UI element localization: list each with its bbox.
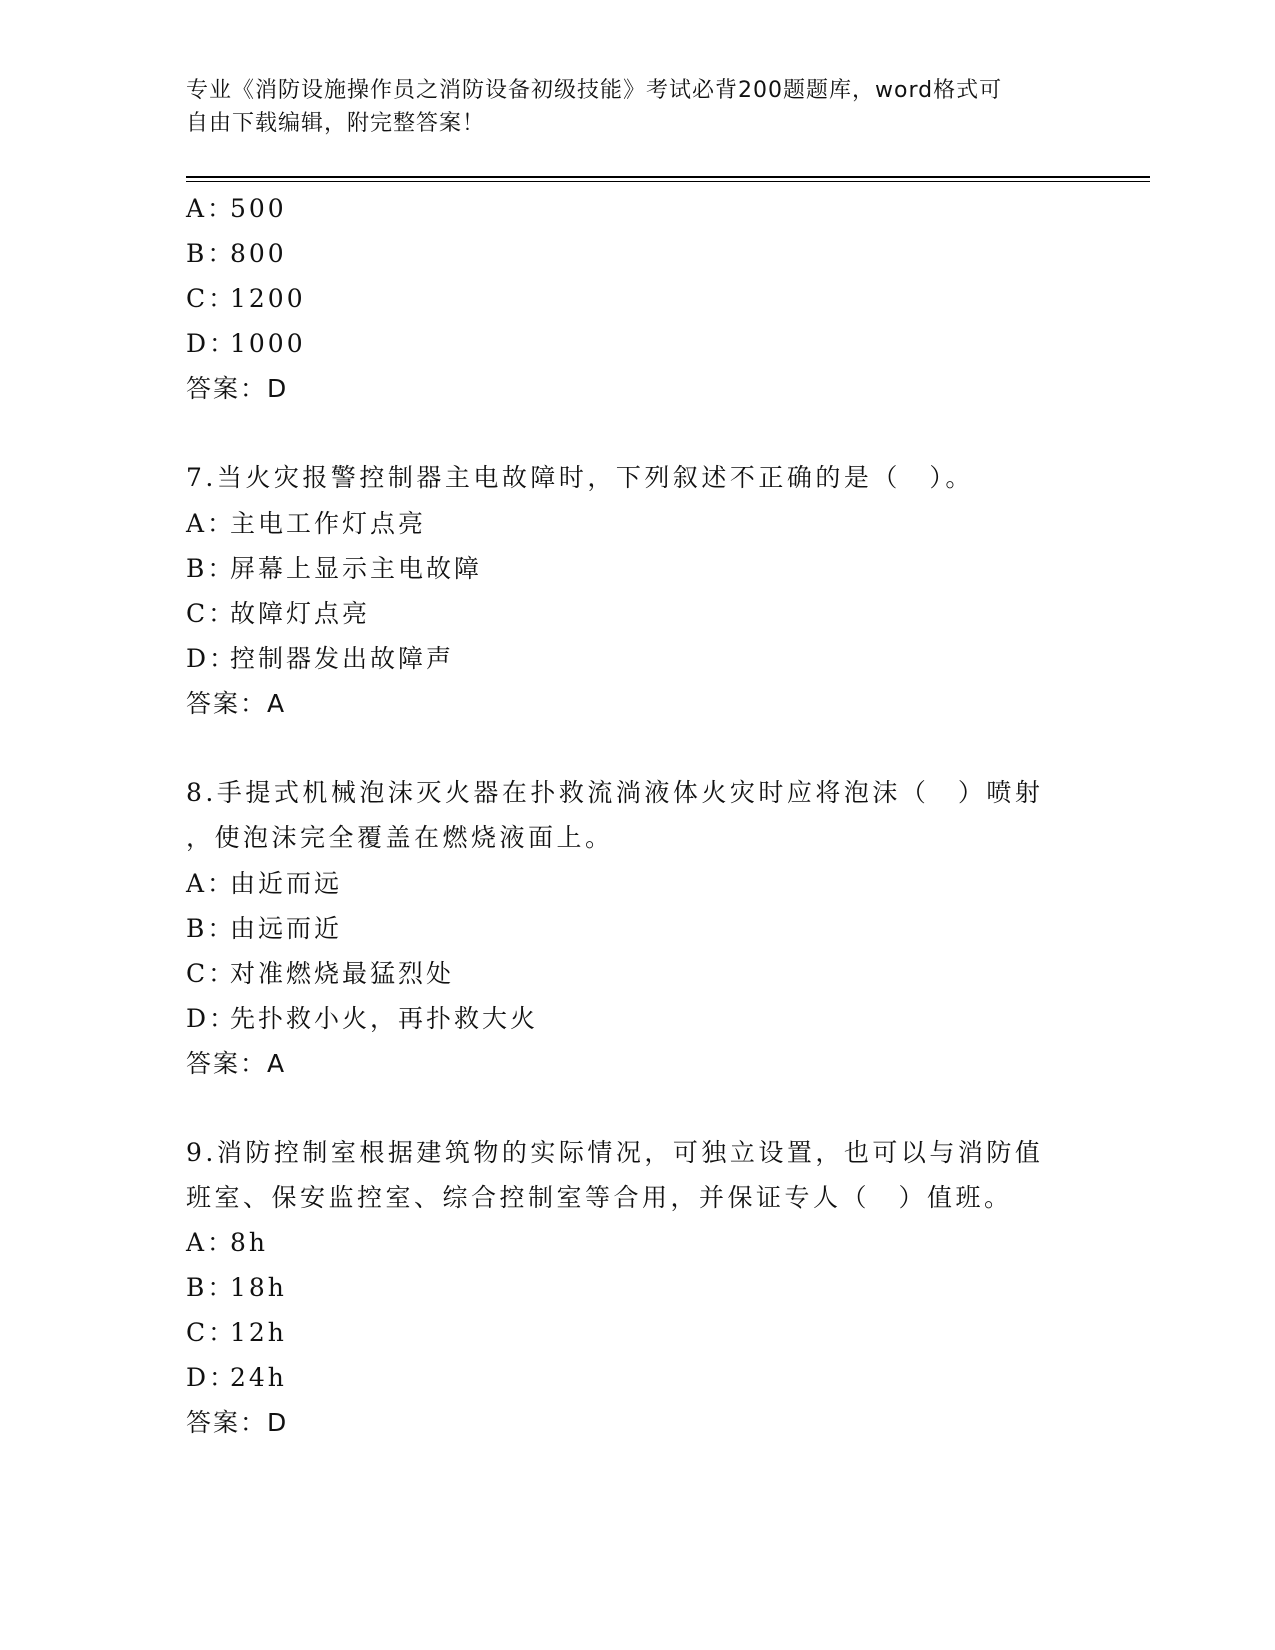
q7-option-b [186,553,482,585]
q9-option-a [186,1227,268,1259]
q9-option-c [186,1317,287,1349]
option-key: B： [186,1273,236,1302]
option-key: D： [186,644,238,673]
option-text: 由远而近 [230,914,343,943]
q9-stem-line-2: 班室、保安监控室、综合控制室等合用，并保证专人（ ）值班。 [186,1183,1013,1212]
option-key: C： [186,1318,237,1347]
q7-stem: 7.当火灾报警控制器主电故障时，下列叙述不正确的是（ ）。 [186,463,974,492]
option-text: 先扑救小火，再扑救大火 [230,1004,539,1033]
option-key: B： [186,239,236,268]
option-text: 1200 [230,284,306,313]
q7-option-d [186,643,454,675]
q9-answer: 答案：D [186,1408,289,1437]
option-text: 18h [230,1273,287,1302]
option-key: B： [186,554,236,583]
option-key: D： [186,1363,238,1392]
q8-stem-line-2: ，使泡沫完全覆盖在燃烧液面上。 [186,823,614,852]
q6-option-c [186,283,306,315]
option-text: 由近而远 [230,869,343,898]
option-key: D： [186,1004,238,1033]
q8-option-c [186,958,454,990]
q7-option-a [186,508,426,540]
option-key: B： [186,914,236,943]
q7-option-c [186,598,370,630]
option-text: 12h [230,1318,287,1347]
option-text: 屏幕上显示主电故障 [230,554,483,583]
header-divider-thick [186,176,1150,178]
q9-option-b [186,1272,287,1304]
q9-stem-line-1: 9.消防控制室根据建筑物的实际情况，可独立设置，也可以与消防值 [186,1138,1044,1167]
q8-stem-line-1: 8.手提式机械泡沫灭火器在扑救流淌液体火灾时应将泡沫（ ）喷射 [186,778,1044,807]
q6-option-d [186,328,306,360]
option-key: D： [186,329,238,358]
option-key: A： [186,509,236,538]
q6-answer: 答案：D [186,374,289,403]
option-text: 主电工作灯点亮 [230,509,427,538]
option-key: A： [186,194,236,223]
option-key: C： [186,599,237,628]
header-divider-thin [186,181,1150,182]
q8-option-a [186,868,342,900]
option-text: 对准燃烧最猛烈处 [230,959,455,988]
q6-option-b [186,238,287,270]
option-text: 500 [230,194,287,223]
document-header [186,74,1066,140]
option-text: 故障灯点亮 [230,599,371,628]
option-text: 1000 [230,329,306,358]
option-text: 控制器发出故障声 [230,644,455,673]
option-text: 24h [230,1363,287,1392]
header-line-1: 专业《消防设施操作员之消防设备初级技能》考试必背200题题库，word格式可 [186,78,1003,103]
q9-option-d [186,1362,287,1394]
q6-option-a [186,193,287,225]
option-key: C： [186,959,237,988]
option-key: A： [186,869,236,898]
q8-answer: 答案：A [186,1049,287,1078]
q8-option-b [186,913,342,945]
option-text: 800 [230,239,287,268]
option-text: 8h [230,1228,269,1257]
option-key: C： [186,284,237,313]
q7-answer: 答案：A [186,689,287,718]
header-line-2: 自由下载编辑，附完整答案！ [186,111,486,136]
option-key: A： [186,1228,236,1257]
q8-option-d [186,1003,538,1035]
